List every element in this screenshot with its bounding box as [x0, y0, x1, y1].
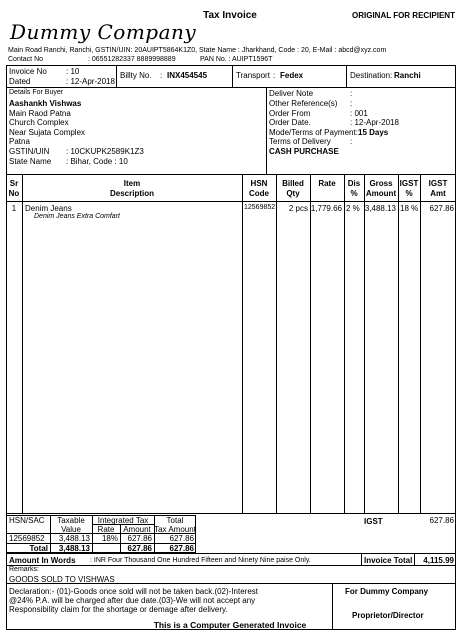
- invoice-total-label: Invoice Total: [364, 556, 413, 565]
- amount-words-value: : INR Four Thousand One Hundred Fifteen and Ninety Nine paise Only.: [90, 557, 311, 564]
- order-field-label: Order From: [269, 109, 311, 118]
- dated-label: Dated: [9, 77, 31, 86]
- billty-label: Billty No.: [120, 71, 152, 80]
- item-qty: 2 pcs: [288, 204, 308, 213]
- buyer-address-2: Church Complex: [9, 118, 69, 127]
- order-field-label: Deliver Note: [269, 89, 314, 98]
- tax-row-taxable: 3,488.13: [58, 534, 90, 543]
- col-header-gross: Gross: [369, 179, 393, 188]
- item-sr: 1: [11, 204, 17, 213]
- remarks-value: GOODS SOLD TO VISHWAS: [9, 575, 115, 584]
- signatory-label: Proprietor/Director: [352, 611, 424, 620]
- buyer-state-label: State Name: [9, 157, 52, 166]
- destination-label: Destination:: [350, 71, 393, 80]
- buyer-name: Aashankh Vishwas: [9, 99, 82, 108]
- tax-total-amount-header: Tax Amount: [154, 525, 196, 534]
- contact-label: Contact No: [8, 56, 44, 63]
- dated-value: : 12-Apr-2018: [66, 77, 115, 86]
- tax-total-total: 627.86: [169, 544, 194, 553]
- tax-row-amount: 627.86: [127, 534, 152, 543]
- destination-value: Ranchi: [394, 71, 421, 80]
- tax-total-header: Total: [166, 516, 184, 525]
- tax-total-taxable: 3,488.13: [58, 544, 90, 553]
- tax-row-rate: 18%: [101, 534, 118, 543]
- col-header-description: Description: [109, 189, 154, 198]
- invoice-no-label: Invoice No: [9, 67, 47, 76]
- igst-total-label: IGST: [364, 517, 383, 526]
- transport-label: Transport: [236, 71, 270, 80]
- invoice-total-value: 4,115.99: [423, 556, 454, 565]
- buyer-gstin-label: GSTIN/UIN: [9, 147, 50, 156]
- tax-taxable-header: Taxable: [57, 516, 85, 525]
- buyer-section-label: Details For Buyer: [9, 89, 64, 96]
- tax-amount-header: Amount: [123, 525, 151, 534]
- col-header-amt: Amt: [430, 189, 446, 198]
- purchase-type: CASH PURCHASE: [269, 147, 339, 156]
- item-name: Denim Jeans: [25, 204, 72, 213]
- transport-value: Fedex: [280, 71, 304, 80]
- col-header-no: No: [8, 189, 20, 198]
- col-header-igst-amt: IGST: [428, 179, 448, 188]
- company-address: Main Road Ranchi, Ranchi, GSTIN/UIN: 20AUIPT5864K1Z0, State Name : Jharkhand, Code : 20, E-Mail : abcd@xyz.com: [8, 47, 387, 54]
- order-field-value: :: [350, 89, 353, 98]
- order-field-value: 15 Days: [358, 128, 389, 137]
- col-header-code: Code: [249, 189, 269, 198]
- tax-rate-header: Rate: [97, 525, 115, 534]
- col-header-sr: Sr: [9, 179, 19, 188]
- company-logo: Dummy Company: [10, 20, 197, 44]
- item-dis: 2 %: [346, 204, 360, 213]
- invoice-no-value: : 10: [66, 67, 80, 76]
- order-field-value: :: [350, 137, 353, 146]
- remarks-label: Remarks:: [9, 566, 39, 573]
- order-field-label: Mode/Terms of Payment:: [269, 128, 358, 137]
- col-header-billed: Billed: [282, 179, 304, 188]
- buyer-address-4: Patna: [9, 137, 30, 146]
- col-header-amount: Amount: [365, 189, 397, 198]
- order-field-label: Terms of Delivery: [269, 137, 331, 146]
- billty-value: INX454545: [167, 71, 208, 80]
- computer-generated-note: This is a Computer Generated Invoice: [153, 620, 307, 630]
- item-description: Denim Jeans Extra Comfart: [34, 213, 120, 220]
- amount-words-label: Amount In Words: [9, 556, 76, 565]
- contact-value: : 06551282337 8889998889: [88, 56, 176, 63]
- order-field-value: : 001: [350, 109, 368, 118]
- col-header-igst: IGST: [399, 179, 419, 188]
- order-field-value: :: [350, 99, 353, 108]
- declaration-line-2: @24% P.A. will be charged after due date.(03)-We will not accept any: [9, 596, 256, 605]
- col-header-item: Item: [123, 179, 141, 188]
- invoice-title: Tax Invoice: [203, 10, 257, 21]
- tax-hsn-header: HSN/SAC: [9, 516, 45, 525]
- declaration-line-3: Responsibility claim for the shortage or demage after delivery.: [9, 605, 228, 614]
- order-field-label: Other Reference(s): [269, 99, 338, 108]
- col-header-qty: Qty: [286, 189, 300, 198]
- for-company-label: For Dummy Company: [345, 587, 429, 596]
- item-igst-pct: 18 %: [400, 204, 419, 213]
- col-header-igst-pct: %: [405, 189, 413, 198]
- buyer-address-1: Main Raod Patna: [9, 109, 71, 118]
- order-field-value: : 12-Apr-2018: [350, 118, 399, 127]
- col-header-dis: Dis: [347, 179, 361, 188]
- tax-row-total: 627.86: [169, 534, 194, 543]
- item-gross: 3,488.13: [364, 204, 396, 213]
- buyer-address-3: Near Sujata Complex: [9, 128, 86, 137]
- col-header-dis-pct: %: [350, 189, 358, 198]
- col-header-hsn: HSN: [250, 179, 268, 188]
- pan-value: AUIPT1596T: [232, 56, 273, 63]
- tax-value-header: Value: [61, 525, 81, 534]
- tax-row-hsn: 12569852: [9, 534, 45, 543]
- buyer-gstin-value: : 10CKUPK2589K1Z3: [66, 147, 144, 156]
- col-header-rate: Rate: [318, 179, 336, 188]
- tax-total-amount: 627.86: [127, 544, 152, 553]
- order-field-label: Order Date.: [269, 118, 311, 127]
- declaration-line-1: Declaration:- (01)-Goods once sold will not be taken back.(02)-Interest: [9, 587, 259, 596]
- copy-label: ORIGINAL FOR RECIPIENT: [352, 11, 455, 20]
- tax-integrated-header: Integrated Tax: [97, 516, 149, 525]
- item-hsn: 12569852: [244, 204, 276, 211]
- item-rate: 1,779.66: [310, 204, 342, 213]
- item-igst-amt: 627.86: [429, 204, 454, 213]
- pan-label: PAN No. :: [200, 56, 231, 63]
- igst-total-value: 627.86: [429, 516, 454, 525]
- tax-total-label: Total: [29, 544, 48, 553]
- buyer-state-value: : Bihar, Code : 10: [66, 157, 128, 166]
